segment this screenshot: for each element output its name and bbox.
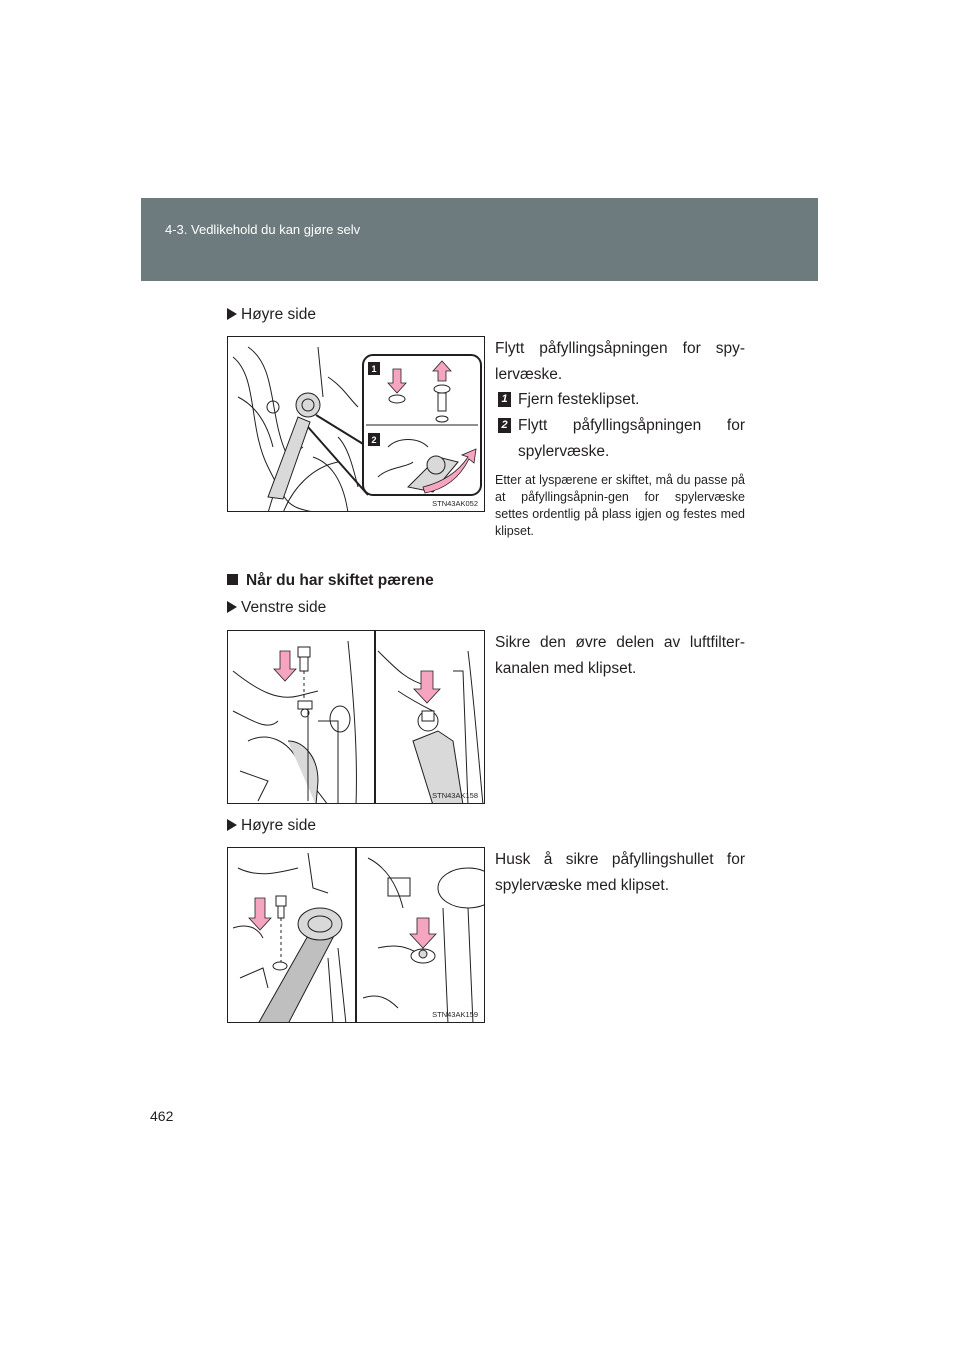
section-title: 4-3. Vedlikehold du kan gjøre selv (165, 222, 361, 237)
svg-text:1: 1 (371, 364, 377, 374)
instruction-text: Sikre den øvre delen av luftfilter-kanalen med klipset. (495, 634, 745, 677)
figure-air-filter-duct (227, 630, 485, 804)
engine-bay-illustration (228, 337, 485, 512)
section-header (141, 198, 818, 281)
step-2: 2 Flytt påfyllingsåpningen for spylervæske. (495, 413, 745, 465)
air-duct-illustration (228, 631, 485, 804)
square-bullet-icon (227, 574, 238, 585)
step-1: 1 Fjern festeklipset. (495, 387, 745, 413)
figure-code: STN43AK052 (432, 499, 478, 508)
subheading-right-side-1: Høyre side (227, 306, 316, 324)
step-number-badge: 2 (498, 418, 511, 433)
washer-hole-illustration (228, 848, 485, 1023)
triangle-bullet-icon (227, 601, 237, 613)
figure-washer-hole (227, 847, 485, 1023)
step-number-badge: 1 (498, 392, 511, 407)
triangle-bullet-icon (227, 308, 237, 320)
note-text: Etter at lyspærene er skiftet, må du passe på at påfyllingsåpnin-gen for spylervæske settes ordentlig på plass igjen og festes med klipset. (495, 473, 745, 538)
subheading-right-side-2: Høyre side (227, 817, 316, 835)
svg-text:2: 2 (371, 435, 377, 445)
instruction-text: Flytt påfyllingsåpningen for spy-lervæske. (495, 340, 745, 383)
figure-washer-filler-right (227, 336, 485, 512)
subheading-left-side: Venstre side (227, 599, 326, 617)
figure-code: STN43AK158 (432, 791, 478, 800)
section-heading: Når du har skiftet pærene (227, 572, 434, 590)
figure-code: STN43AK159 (432, 1010, 478, 1019)
instruction-text: Husk å sikre påfyllingshullet for spylervæske med klipset. (495, 851, 745, 894)
page-number: 462 (150, 1108, 174, 1124)
triangle-bullet-icon (227, 819, 237, 831)
